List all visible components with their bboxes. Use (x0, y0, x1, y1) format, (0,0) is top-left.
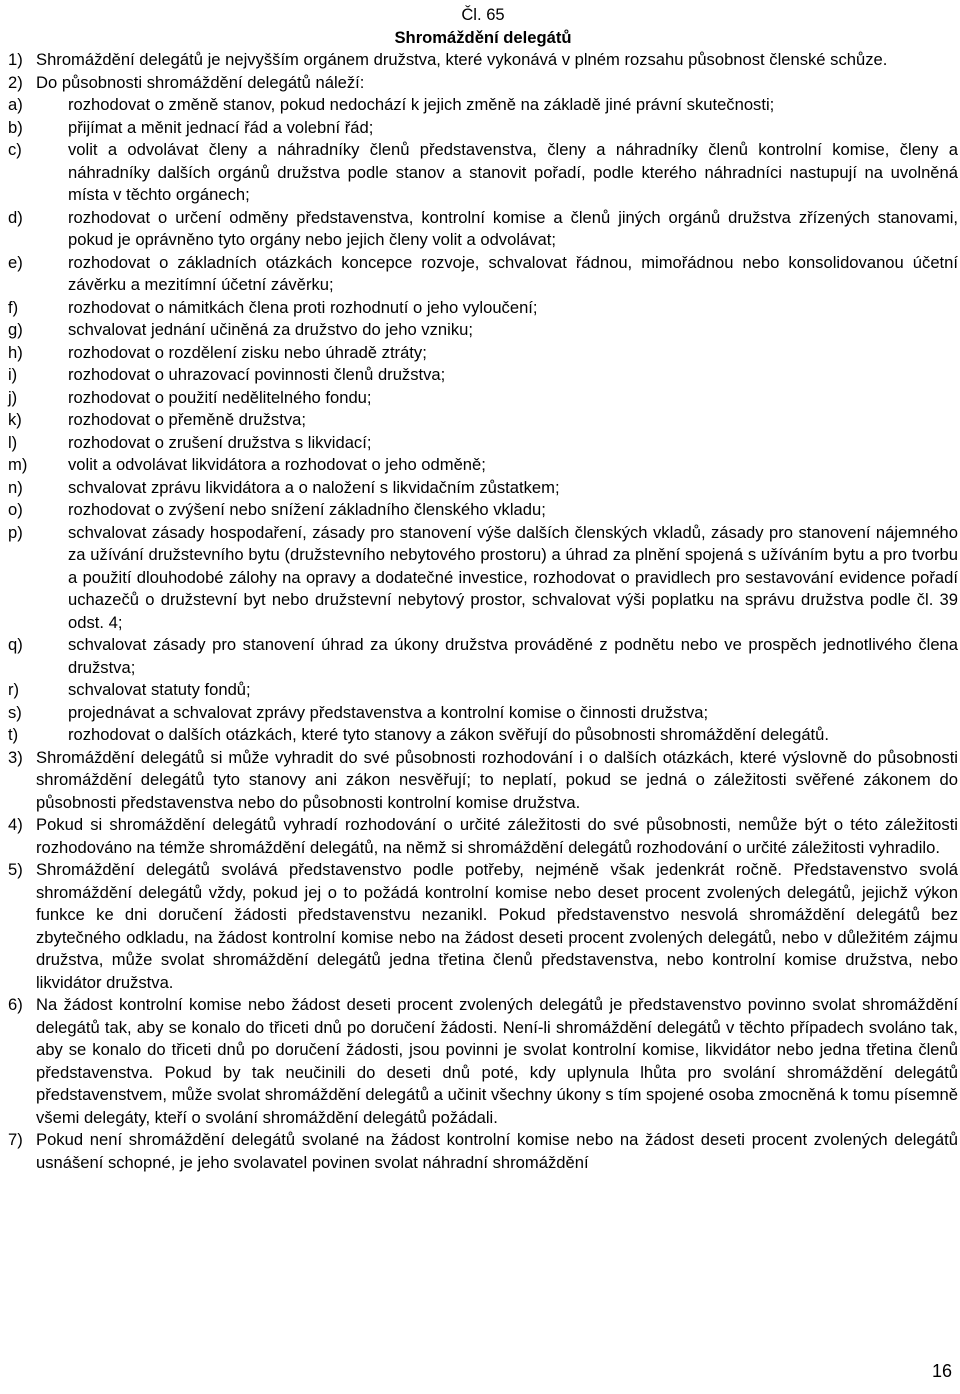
list-item (8, 387, 958, 410)
list-item-label: t) (8, 725, 19, 744)
list-item (8, 342, 958, 365)
competence-list (8, 94, 958, 747)
list-item-text: rozhodovat o určení odměny představenstva, kontrolní komise a členů jiných orgánů družstva zřízených stanovami, pokud je oprávněno tyto orgány nebo jejich členy volit a odvolávat; (68, 207, 958, 249)
list-item-text: volit a odvolávat likvidátora a rozhodovat o jeho odměně; (68, 455, 486, 474)
list-item-label: g) (8, 320, 23, 339)
list-item-text: přijímat a měnit jednací řád a volební řád; (68, 117, 374, 137)
list-item-label: e) (8, 252, 23, 272)
paragraph-number: 5) (8, 860, 23, 879)
list-item (8, 364, 958, 387)
list-item-text: rozhodovat o dalších otázkách, které tyto stanovy a zákon svěřují do působnosti shromáždění delegátů. (68, 725, 829, 744)
paragraph (8, 49, 958, 72)
list-item-label: r) (8, 680, 20, 699)
list-item (8, 319, 958, 342)
paragraph-text: Do působnosti shromáždění delegátů náleží: (36, 72, 365, 92)
list-item-label: o) (8, 500, 23, 519)
list-item-label: d) (8, 207, 23, 227)
paragraphs-before (8, 49, 958, 94)
list-item-text: schvalovat zprávu likvidátora a o naložení s likvidačním zůstatkem; (68, 477, 560, 497)
paragraph-text: Shromáždění delegátů svolává představenstvo podle potřeby, nejméně však jedenkrát ročně. Představenstvo svolá shromáždění delegátů vždy, pokud jej o to požádá kontrolní komise nebo deset procent zvolených delegátů, jejichž výkon funkce ke dni doručení žádosti představenstvu nezanikl. Pokud představenstvo nesvolá shromáždění delegátů bez zbytečného odkladu, na žádost kontrolní komise nebo na žádost deseti procent zvolených delegátů, nebo v důležitém zájmu družstva, může svolat shromáždění delegátů jedna třetina členů představenstva, nebo kontrolní komise družstva, nebo likvidátor družstva. (36, 860, 958, 992)
paragraph-number: 3) (8, 747, 23, 767)
list-item-text: rozhodovat o přeměně družstva; (68, 410, 306, 429)
list-item (8, 432, 958, 455)
paragraph-number: 2) (8, 72, 23, 92)
paragraph (8, 72, 958, 95)
list-item-text: schvalovat zásady hospodaření, zásady pro stanovení výše dalších členských vkladů, zásady pro stanovení nájemného za užívání družstevního bytu (družstevního nebytového prostoru) a úhrad za plnění spojená s užíváním bytu a pro tvorbu a použití dlouhodobé zálohy na opravy a dodatečné investice, rozhodovat o pravidlech pro sestavování evidence pořadí uchazečů o družstevní byt nebo družstevní nebytový prostor, schvalovat výši poplatku na správu družstva podle čl. 39 odst. 4; (68, 522, 958, 632)
list-item (8, 634, 958, 679)
list-item (8, 702, 958, 725)
list-item-label: j) (8, 387, 18, 407)
paragraph-text: Pokud není shromáždění delegátů svolané na žádost kontrolní komise nebo na žádost deseti procent zvolených delegátů usnášení schopné, je jeho svolavatel povinen svolat náhradní shromáždění (36, 1130, 958, 1172)
list-item (8, 477, 958, 500)
article-title: Shromáždění delegátů (394, 27, 572, 47)
list-item-text: rozhodovat o použití nedělitelného fondu; (68, 387, 372, 407)
list-item (8, 207, 958, 252)
list-item-label: b) (8, 117, 23, 137)
list-item-text: rozhodovat o námitkách člena proti rozhodnutí o jeho vyloučení; (68, 297, 538, 317)
list-item-text: rozhodovat o zrušení družstva s likvidací; (68, 432, 372, 452)
list-item-label: a) (8, 95, 23, 114)
list-item (8, 679, 958, 702)
list-item-label: f) (8, 297, 19, 317)
list-item-label: l) (8, 432, 18, 452)
list-item (8, 139, 958, 207)
list-item-label: n) (8, 477, 23, 497)
list-item-text: rozhodovat o uhrazovací povinnosti členů družstva; (68, 365, 446, 384)
document-page (8, 4, 958, 1174)
list-item (8, 522, 958, 635)
list-item-text: rozhodovat o základních otázkách koncepce rozvoje, schvalovat řádnou, mimořádnou nebo konsolidovanou účetní závěrku a mezitímní účetní závěrku; (68, 252, 958, 294)
paragraph (8, 1129, 958, 1174)
paragraph-text: Shromáždění delegátů je nejvyšším orgánem družstva, které vykonává v plném rozsahu působnost členské schůze. (36, 50, 888, 69)
list-item-label: c) (8, 140, 22, 159)
list-item (8, 499, 958, 522)
list-item-text: schvalovat statuty fondů; (68, 680, 251, 699)
list-item (8, 454, 958, 477)
paragraph-number: 6) (8, 995, 23, 1014)
list-item (8, 117, 958, 140)
list-item-label: m) (8, 455, 28, 474)
list-item-label: h) (8, 342, 23, 362)
paragraphs-after (8, 747, 958, 1175)
list-item (8, 409, 958, 432)
list-item-text: schvalovat jednání učiněná za družstvo do jeho vzniku; (68, 320, 473, 339)
article-number: Čl. 65 (461, 5, 505, 24)
paragraph-number: 1) (8, 50, 23, 69)
list-item-text: volit a odvolávat členy a náhradníky členů představenstva, členy a náhradníky členů kontrolní komise, členy a náhradníky dalších orgánů družstva podle stanov a stanovit pořadí, podle kterého náhradníci nastupují na uvolněná místa v těchto orgánech; (68, 140, 958, 204)
list-item-text: rozhodovat o rozdělení zisku nebo úhradě ztráty; (68, 342, 427, 362)
paragraph-number: 4) (8, 815, 23, 834)
paragraph (8, 814, 958, 859)
list-item (8, 297, 958, 320)
list-item-text: projednávat a schvalovat zprávy představenstva a kontrolní komise o činnosti družstva; (68, 702, 709, 722)
paragraph (8, 859, 958, 994)
list-item-label: k) (8, 410, 22, 429)
paragraph (8, 994, 958, 1129)
paragraph-text: Shromáždění delegátů si může vyhradit do své působnosti rozhodování i o dalších otázkách, které výslovně do působnosti shromáždění delegátů tyto stanovy ani zákon nesvěřují; to neplatí, pokud se jedná o záležitosti svěřené zákonem do působnosti představenstva nebo do působnosti kontrolní komise družstva. (36, 747, 958, 812)
list-item (8, 724, 958, 747)
list-item-text: schvalovat zásady pro stanovení úhrad za úkony družstva prováděné z podnětu nebo ve prospěch jednotlivého člena družstva; (68, 635, 958, 677)
paragraph (8, 747, 958, 815)
paragraph-number: 7) (8, 1130, 23, 1149)
page-number: 16 (931, 1361, 952, 1381)
list-item (8, 94, 958, 117)
list-item (8, 252, 958, 297)
list-item-label: s) (8, 702, 22, 722)
paragraph-text: Na žádost kontrolní komise nebo žádost deseti procent zvolených delegátů je představenstvo povinno svolat shromáždění delegátů tak, aby se konalo do třiceti dnů po doručení žádosti. Není-li shromáždění delegátů v těchto případech svoláno tak, aby se konalo do třiceti dnů po doručení žádosti, jsou povinni je svolat kontrolní komise, likvidátor nebo jedna třetina členů představenstva. Pokud by tak neučinili do deseti dnů poté, kdy uplynula lhůta pro svolání shromáždění delegátů představenstvem, může svolat shromáždění delegátů a učinit všechny úkony s tím spojené osoba zmocněná k tomu písemně všemi delegáty, kteří o svolání shromáždění delegátů požádali. (36, 995, 958, 1127)
list-item-text: rozhodovat o změně stanov, pokud nedochází k jejich změně na základě jiné právní skutečnosti; (68, 95, 775, 114)
list-item-label: p) (8, 522, 23, 542)
paragraph-text: Pokud si shromáždění delegátů vyhradí rozhodování o určité záležitosti do své působnosti, nemůže být o této záležitosti rozhodováno na témže shromáždění delegátů, na němž si shromáždění delegátů rozhodování o určité záležitosti vyhradilo. (36, 815, 958, 857)
list-item-text: rozhodovat o zvýšení nebo snížení základního členského vkladu; (68, 500, 546, 519)
list-item-label: q) (8, 635, 23, 654)
list-item-label: i) (8, 365, 18, 384)
